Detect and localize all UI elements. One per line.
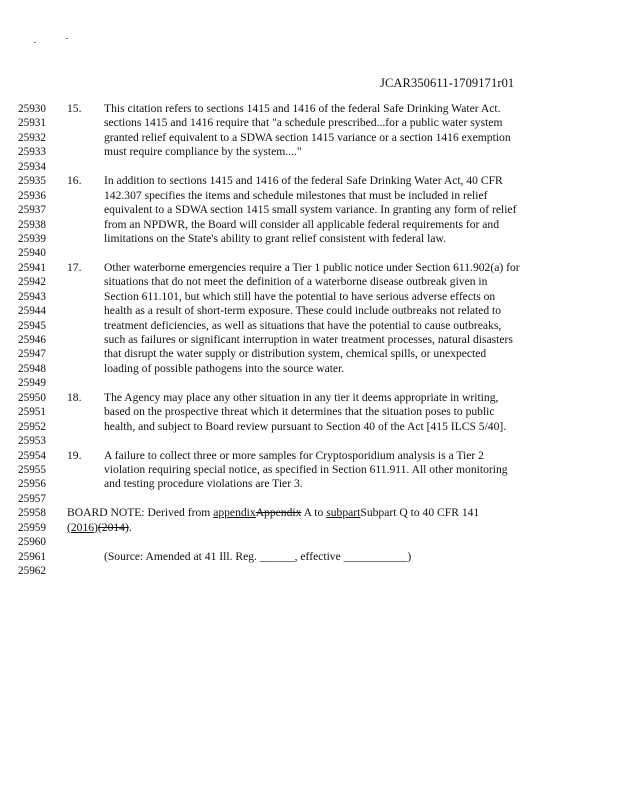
blank-line bbox=[0, 434, 618, 448]
text-line bbox=[0, 275, 618, 289]
deleted-text: Appendix bbox=[255, 506, 302, 520]
text-line bbox=[0, 261, 618, 275]
line-text: treatment deficiencies, as well as situations that have the potential to cause outbreaks, bbox=[104, 318, 502, 332]
line-number: 25939 bbox=[18, 232, 46, 245]
line-text: granted relief equivalent to a SDWA section 1415 variance or a section 1416 exemption bbox=[104, 130, 511, 144]
line-text: must require compliance by the system...." bbox=[104, 145, 302, 159]
line-text: loading of possible pathogens into the source water. bbox=[104, 361, 345, 375]
line-text: sections 1415 and 1416 require that "a schedule prescribed...for a public water system bbox=[104, 116, 503, 130]
line-number: 25957 bbox=[18, 492, 46, 505]
text-line bbox=[0, 218, 618, 232]
line-text: health, and subject to Board review pursuant to Section 40 of the Act [415 ILCS 5/40]. bbox=[104, 419, 507, 433]
board-note-end: . bbox=[128, 520, 132, 534]
text-line bbox=[0, 477, 618, 491]
text-line bbox=[0, 362, 618, 376]
text-line bbox=[0, 116, 618, 130]
text-line bbox=[0, 174, 618, 188]
line-number: 25947 bbox=[18, 348, 46, 361]
inserted-text: (2016) bbox=[67, 520, 98, 534]
board-note-text: A to bbox=[301, 506, 327, 520]
line-number: 25950 bbox=[18, 391, 46, 404]
text-line bbox=[0, 189, 618, 203]
board-note-prefix: BOARD NOTE: Derived from bbox=[67, 506, 214, 520]
blank-line bbox=[0, 246, 618, 260]
board-note-continued bbox=[67, 521, 132, 535]
line-number: 25943 bbox=[18, 290, 46, 303]
deleted-text: (2014) bbox=[97, 520, 129, 534]
line-number: 25951 bbox=[18, 406, 46, 419]
text-line bbox=[0, 449, 618, 463]
text-line bbox=[0, 319, 618, 333]
line-number: 25942 bbox=[18, 276, 46, 289]
line-text: equivalent to a SDWA section 1415 small system variance. In granting any form of relief bbox=[104, 203, 517, 217]
line-number: 25932 bbox=[18, 131, 46, 144]
document-id: JCAR350611-1709171r01 bbox=[380, 76, 515, 90]
line-number: 25940 bbox=[18, 247, 46, 260]
board-note-text: Subpart Q to 40 CFR 141 bbox=[360, 506, 480, 520]
line-number: 25935 bbox=[18, 175, 46, 188]
item-number: 17. bbox=[67, 260, 82, 274]
line-number: 25934 bbox=[18, 160, 46, 173]
board-note-line-1 bbox=[0, 506, 618, 520]
line-number: 25946 bbox=[18, 334, 46, 346]
line-number: 25954 bbox=[18, 449, 46, 462]
text-line bbox=[0, 463, 618, 477]
line-number: 25952 bbox=[18, 420, 46, 433]
line-number: 25945 bbox=[18, 319, 46, 332]
line-number: 25936 bbox=[18, 189, 46, 202]
line-text: that disrupt the water supply or distribution system, chemical spills, or unexpected bbox=[104, 347, 487, 361]
scan-speck bbox=[66, 38, 68, 39]
line-text: A failure to collect three or more samples for Cryptosporidium analysis is a Tier 2 bbox=[104, 448, 484, 462]
inserted-text: appendix bbox=[213, 506, 256, 520]
line-text: This citation refers to sections 1415 and 1416 of the federal Safe Drinking Water Act. bbox=[104, 102, 501, 115]
blank-line bbox=[0, 535, 618, 549]
source-line bbox=[0, 550, 618, 564]
text-line bbox=[0, 420, 618, 434]
line-number: 25937 bbox=[18, 204, 46, 217]
text-line bbox=[0, 405, 618, 419]
line-text: situations that do not meet the definition of a waterborne disease outbreak given in bbox=[104, 275, 488, 289]
line-text: based on the prospective threat which it determines that the situation poses to public bbox=[104, 405, 495, 419]
final-line bbox=[0, 564, 618, 578]
line-text: limitations on the State's ability to grant relief consistent with federal law. bbox=[104, 231, 446, 245]
line-number: 25941 bbox=[18, 261, 46, 274]
numbered-lines bbox=[0, 102, 618, 578]
item-number: 16. bbox=[67, 174, 82, 188]
line-number: 25959 bbox=[18, 521, 46, 534]
item-number: 19. bbox=[67, 448, 82, 462]
line-text: violation requiring special notice, as specified in Section 611.911. All other monitoring bbox=[104, 462, 508, 476]
source-note: (Source: Amended at 41 Ill. Reg. ______, effective ___________) bbox=[104, 549, 412, 563]
text-line bbox=[0, 333, 618, 347]
line-text: Section 611.101, but which still have the potential to have serious adverse effects on bbox=[104, 289, 496, 303]
board-note-line-2 bbox=[0, 521, 618, 535]
line-text: Other waterborne emergencies require a Tier 1 public notice under Section 611.902(a) for bbox=[104, 260, 520, 274]
line-text: and testing procedure violations are Tier 3. bbox=[104, 477, 303, 491]
line-text: In addition to sections 1415 and 1416 of the federal Safe Drinking Water Act, 40 CFR bbox=[104, 174, 503, 188]
line-number: 25956 bbox=[18, 478, 46, 491]
text-line bbox=[0, 145, 618, 159]
text-line bbox=[0, 131, 618, 145]
scan-speck bbox=[34, 42, 36, 43]
line-number: 25933 bbox=[18, 146, 46, 159]
line-number: 25948 bbox=[18, 362, 46, 375]
line-number: 25960 bbox=[18, 536, 46, 549]
board-note bbox=[67, 506, 479, 520]
line-number: 25949 bbox=[18, 377, 46, 390]
line-text: health as a result of short-term exposure. These could include outbreaks not related to bbox=[104, 304, 502, 318]
text-line bbox=[0, 102, 618, 116]
line-number: 25961 bbox=[18, 550, 46, 563]
text-line bbox=[0, 290, 618, 304]
text-line bbox=[0, 232, 618, 246]
text-line bbox=[0, 391, 618, 405]
line-number: 25962 bbox=[18, 565, 46, 577]
line-number: 25930 bbox=[18, 103, 46, 115]
blank-line bbox=[0, 376, 618, 390]
line-text: such as failures or significant interruption in water treatment processes, natural disasters bbox=[104, 333, 513, 346]
blank-line bbox=[0, 160, 618, 174]
line-number: 25931 bbox=[18, 117, 46, 130]
line-number: 25938 bbox=[18, 218, 46, 231]
line-text: 142.307 specifies the items and schedule milestones that must be included in relief bbox=[104, 188, 488, 202]
text-line bbox=[0, 304, 618, 318]
line-number: 25953 bbox=[18, 435, 46, 448]
line-number: 25955 bbox=[18, 463, 46, 476]
line-number: 25944 bbox=[18, 305, 46, 318]
item-number: 18. bbox=[67, 390, 82, 404]
line-text: The Agency may place any other situation in any tier it deems appropriate in writing, bbox=[104, 390, 499, 404]
item-number: 15. bbox=[67, 102, 82, 115]
inserted-text: subpart bbox=[326, 506, 361, 520]
blank-line bbox=[0, 492, 618, 506]
line-number: 25958 bbox=[18, 507, 46, 520]
line-text: from an NPDWR, the Board will consider all applicable federal requirements for and bbox=[104, 217, 500, 231]
text-line bbox=[0, 203, 618, 217]
text-line bbox=[0, 347, 618, 361]
